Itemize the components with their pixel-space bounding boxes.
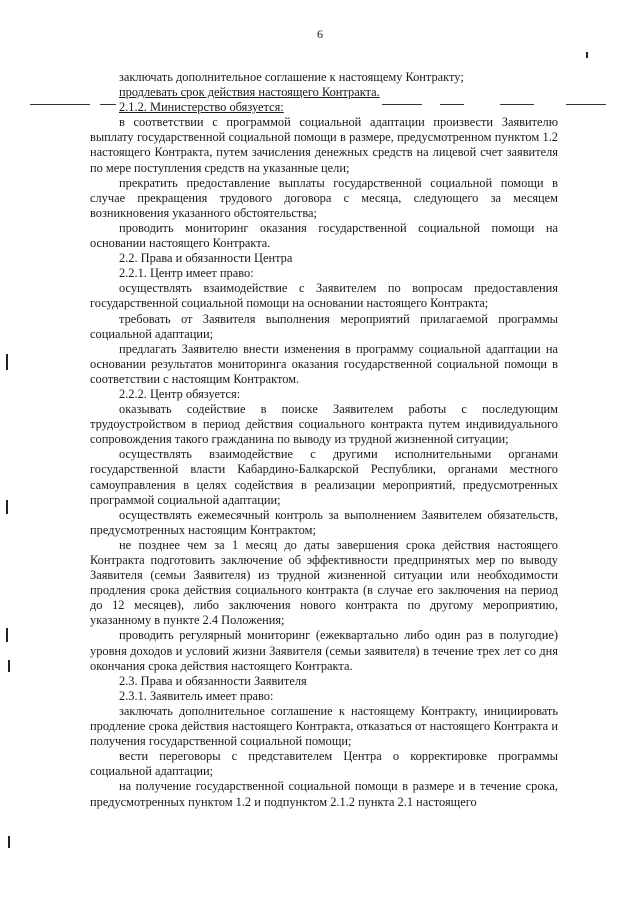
paragraph: заключать дополнительное соглашение к настоящему Контракту, инициировать продление срока действия настоящего Контракта, отказаться от настоящего Контракта и получения государственной социальной помощи; bbox=[90, 703, 558, 749]
paragraph: проводить регулярный мониторинг (ежеквартально либо один раз в полугодие) уровня доходов и условий жизни Заявителя (семьи заявителя) в течение трех лет со дня окончания срока действия настоящего Контракта. bbox=[90, 628, 558, 673]
page-number: 6 bbox=[317, 27, 323, 41]
section-heading: 2.2.1. Центр имеет право: bbox=[119, 266, 254, 281]
scan-artifact-mark bbox=[8, 836, 10, 848]
scan-artifact-line bbox=[30, 104, 90, 105]
scan-artifact-line bbox=[566, 104, 606, 105]
paragraph: на получение государственной социальной помощи в размере и в течение срока, предусмотренных пунктом 1.2 и подпунктом 2.1.2 пункта 2.1 настоящего bbox=[90, 779, 558, 809]
scan-artifact-mark bbox=[6, 500, 8, 514]
paragraph: заключать дополнительное соглашение к настоящему Контракту; bbox=[119, 70, 464, 84]
paragraph: осуществлять взаимодействие с другими исполнительными органами государственной власти Кабардино-Балкарской Республики, органами местного самоуправления в целях содействия в реализации мероприятий, предусмотренных программой социальной адаптации; bbox=[90, 447, 558, 507]
section-heading: 2.2.2. Центр обязуется: bbox=[119, 386, 241, 401]
scan-artifact-line bbox=[440, 104, 464, 105]
section-heading: 2.3. Права и обязанности Заявителя bbox=[119, 673, 307, 688]
paragraph: предлагать Заявителю внести изменения в программу социальной адаптации на основании результатов мониторинга оказания государственной социальной помощи в соответствии с настоящим Контрактом. bbox=[90, 341, 558, 386]
paragraph: осуществлять ежемесячный контроль за выполнением Заявителем обязательств, предусмотренных настоящим Контрактом; bbox=[90, 507, 558, 537]
section-heading: 2.2. Права и обязанности Центра bbox=[119, 251, 293, 266]
scan-artifact-line bbox=[500, 104, 534, 105]
paragraph: оказывать содействие в поиске Заявителем работы с последующим трудоустройством в период действия социального контракта путем индивидуального сопровождения такого гражданина по выводу из трудной жизненной ситуации; bbox=[90, 402, 558, 447]
paragraph: требовать от Заявителя выполнения мероприятий прилагаемой программы социальной адаптации; bbox=[90, 311, 558, 341]
scan-artifact-mark bbox=[6, 354, 8, 370]
paragraph: не позднее чем за 1 месяц до даты завершения срока действия настоящего Контракта подготовить заключение об эффективности предпринятых мер по выводу Заявителя (семьи Заявителя) из трудной жизненной ситуации или необходимости продления срока действия социального контракта (в случае его заключения на период до 12 месяцев), либо заключения нового контракта по другому мероприятию, указанному в пункте 2.4 Положения; bbox=[90, 537, 558, 628]
section-heading-text: 2.1.2. Министерство обязуется: bbox=[119, 100, 284, 115]
scan-artifact-line bbox=[382, 104, 422, 105]
paragraph: осуществлять взаимодействие с Заявителем по вопросам предоставления государственной социальной помощи на основании настоящего Контракта; bbox=[90, 281, 558, 311]
paragraph: проводить мониторинг оказания государственной социальной помощи на основании настоящего Контракта. bbox=[90, 220, 558, 251]
paragraph: вести переговоры с представителем Центра о корректировке программы социальной адаптации; bbox=[90, 749, 558, 779]
section-heading bbox=[90, 100, 558, 115]
paragraph bbox=[90, 85, 558, 100]
paragraph-text: продлевать срок действия настоящего Контракта. bbox=[119, 85, 380, 100]
paragraph: прекратить предоставление выплаты государственной социальной помощи в случае прекращения трудового договора с месяца, следующего за месяцем возникновения указанного обстоятельства; bbox=[90, 175, 558, 220]
scan-artifact-line bbox=[100, 104, 116, 105]
scan-artifact-mark bbox=[6, 628, 8, 642]
scan-artifact-mark bbox=[8, 660, 10, 672]
paragraph: в соответствии с программой социальной адаптации произвести Заявителю выплату государственной социальной помощи в размере, предусмотренном пунктом 1.2 настоящего Контракта, путем зачисления денежных средств на лицевой счет заявителя по мере поступления средств на указанные цели; bbox=[90, 115, 558, 175]
section-heading: 2.3.1. Заявитель имеет право: bbox=[119, 688, 274, 703]
scan-artifact-mark bbox=[586, 52, 588, 58]
document-body bbox=[90, 70, 558, 810]
